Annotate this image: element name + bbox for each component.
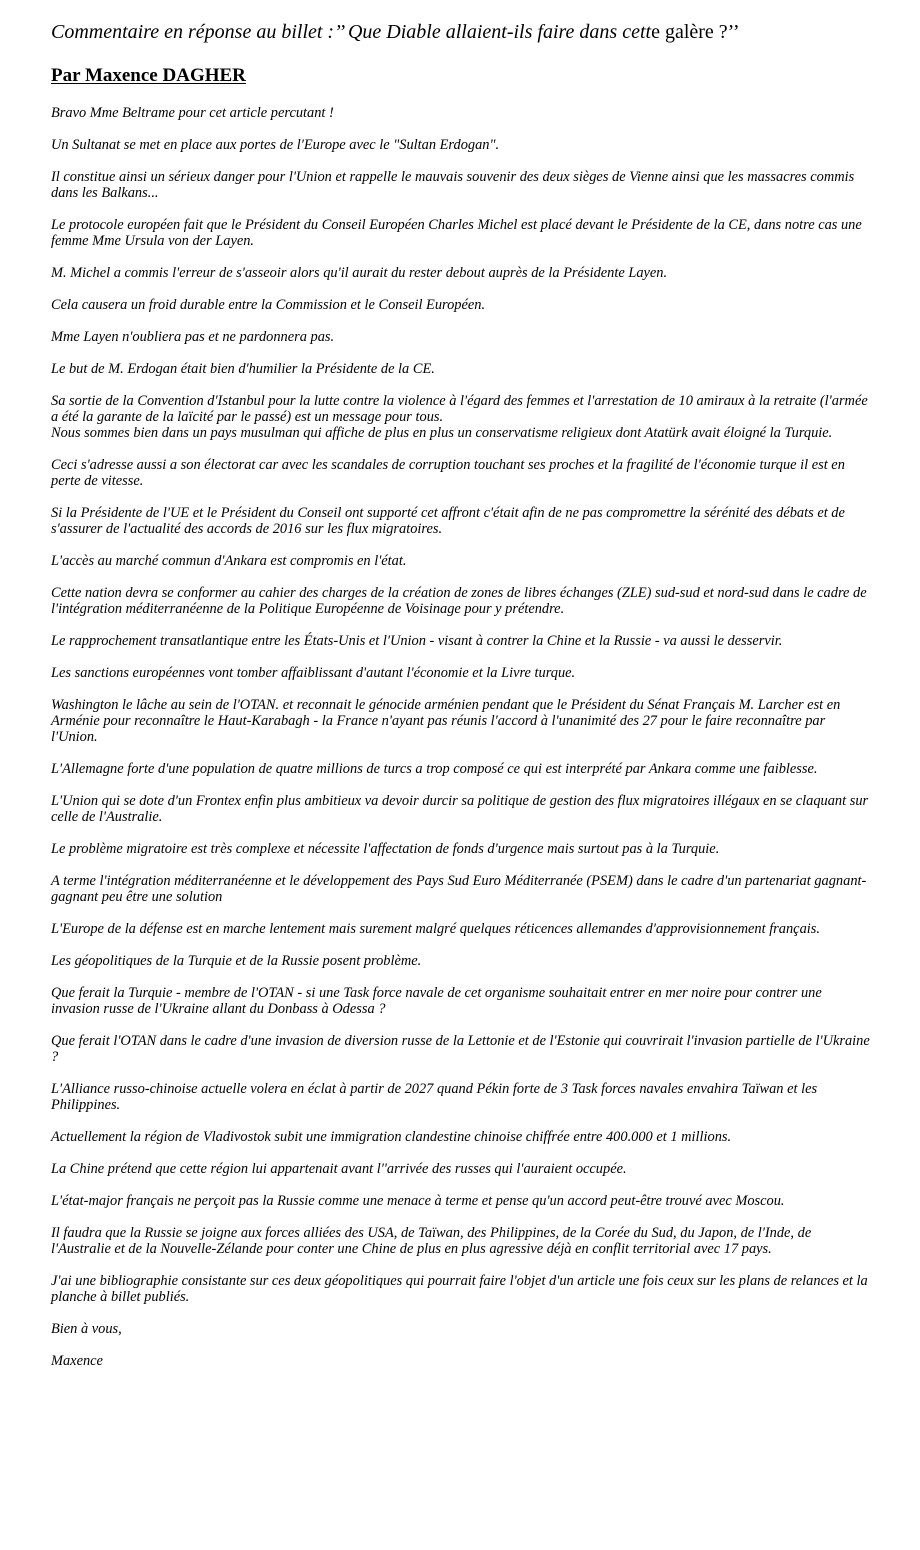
paragraph: Un Sultanat se met en place aux portes de l'Europe avec le "Sultan Erdogan". <box>51 137 500 153</box>
document-title <box>51 20 872 44</box>
closing: Bien à vous, <box>51 1321 122 1337</box>
paragraph: Cela causera un froid durable entre la Commission et le Conseil Européen. <box>51 297 486 313</box>
paragraph: Il faudra que la Russie se joigne aux forces alliées des USA, de Taïwan, des Philippines, de la Corée du Sud, du Japon, de l'Inde, de l'Australie et de la Nouvelle-Zélande pour conter une Chine de plus en plus agressive déjà en conflit territorial avec 17 pays. <box>51 1225 812 1257</box>
paragraph: Le rapprochement transatlantique entre les États-Unis et l'Union - visant à contrer la Chine et la Russie - va aussi le desservir. <box>51 633 783 649</box>
paragraph: Ceci s'adresse aussi a son électorat car avec les scandales de corruption touchant ses proches et la fragilité de l'économie turque il est en perte de vitesse. <box>51 457 845 489</box>
paragraph: A terme l'intégration méditerranéenne et le développement des Pays Sud Euro Méditerranée (PSEM) dans le cadre d'un partenariat gagnant-gagnant peu être une solution <box>51 873 867 905</box>
paragraph: Si la Présidente de l'UE et le Président du Conseil ont supporté cet affront c'était afin de ne pas compromettre la sérénité des débats et de s'assurer de l'actualité des accords de 2016 sur les flux migratoires. <box>51 505 845 537</box>
paragraph: L'Europe de la défense est en marche lentement mais surement malgré quelques réticences allemandes d'approvisionnement français. <box>51 921 820 937</box>
paragraph: L'Union qui se dote d'un Frontex enfin plus ambitieux va devoir durcir sa politique de gestion des flux migratoires illégaux en se claquant sur celle de l'Australie. <box>51 793 869 825</box>
comment-body <box>51 105 872 1369</box>
paragraph: L'état-major français ne perçoit pas la Russie comme une menace à terme et pense qu'un accord peut-être trouvé avec Moscou. <box>51 1193 785 1209</box>
paragraph: Actuellement la région de Vladivostok subit une immigration clandestine chinoise chiffrée entre 400.000 et 1 millions. <box>51 1129 732 1145</box>
author-byline: Par Maxence DAGHER <box>51 65 246 86</box>
paragraph: Le but de M. Erdogan était bien d'humilier la Présidente de la CE. <box>51 361 435 377</box>
paragraph: Il constitue ainsi un sérieux danger pour l'Union et rappelle le mauvais souvenir des deux sièges de Vienne ainsi que les massacres commis dans les Balkans... <box>51 169 855 201</box>
paragraph: La Chine prétend que cette région lui appartenait avant l''arrivée des russes qui l'auraient occupée. <box>51 1161 627 1177</box>
paragraph: Le problème migratoire est très complexe et nécessite l'affectation de fonds d'urgence mais surtout pas à la Turquie. <box>51 841 720 857</box>
paragraph: Cette nation devra se conformer au cahier des charges de la création de zones de libres échanges (ZLE) sud-sud et nord-sud dans le cadre de l'intégration méditerranéenne de la Politique Européenne de Voisinage pour y prétendre. <box>51 585 867 617</box>
title-text: Commentaire en réponse au billet :’’ Que Diable allaient-ils faire dans cett <box>51 21 652 43</box>
signature: Maxence <box>51 1353 103 1369</box>
paragraph: J'ai une bibliographie consistante sur ces deux géopolitiques qui pourrait faire l'objet d'un article une fois ceux sur les plans de relances et la planche à billet publiés. <box>51 1273 868 1305</box>
paragraph: Que ferait la Turquie - membre de l'OTAN - si une Task force navale de cet organisme souhaitait entrer en mer noire pour contrer une invasion russe de l'Ukraine allant du Donbass à Odessa ? <box>51 985 822 1017</box>
paragraph: L'Alliance russo-chinoise actuelle volera en éclat à partir de 2027 quand Pékin forte de 3 Task forces navales envahira Taïwan et les Philippines. <box>51 1081 818 1113</box>
paragraph: Mme Layen n'oubliera pas et ne pardonnera pas. <box>51 329 335 345</box>
paragraph: L'accès au marché commun d'Ankara est compromis en l'état. <box>51 553 407 569</box>
paragraph: Les sanctions européennes vont tomber affaiblissant d'autant l'économie et la Livre turque. <box>51 665 576 681</box>
paragraph: Washington le lâche au sein de l'OTAN. et reconnait le génocide arménien pendant que le Président du Sénat Français M. Larcher est en Arménie pour reconnaître le Haut-Karabagh - la France n'ayant pas réunis l'accord à l'unanimité des 27 pour le faire reconnaître par l'Union. <box>51 697 841 745</box>
paragraph: Que ferait l'OTAN dans le cadre d'une invasion de diversion russe de la Lettonie et de l'Estonie qui couvrirait l'invasion partielle de l'Ukraine ? <box>51 1033 870 1065</box>
paragraph: M. Michel a commis l'erreur de s'asseoir alors qu'il aurait du rester debout auprès de la Présidente Layen. <box>51 265 668 281</box>
paragraph: Sa sortie de la Convention d'Istanbul pour la lutte contre la violence à l'égard des femmes et l'arrestation de 10 amiraux à la retraite (l'armée a été la garante de la laïcité par le passé) est un message pour tous. Nous sommes bien dans un pays musulman qui affiche de plus en plus un conservatisme religieux dont Atatürk avait éloigné la Turquie. <box>51 393 868 441</box>
paragraph: Le protocole européen fait que le Président du Conseil Européen Charles Michel est placé devant le Présidente de la CE, dans notre cas une femme Mme Ursula von der Layen. <box>51 217 862 249</box>
title-text-end: e galère ?’’ <box>651 21 740 43</box>
paragraph: Les géopolitiques de la Turquie et de la Russie posent problème. <box>51 953 422 969</box>
paragraph: Bravo Mme Beltrame pour cet article percutant ! <box>51 105 334 121</box>
paragraph: L'Allemagne forte d'une population de quatre millions de turcs a trop composé ce qui est interprété par Ankara comme une faiblesse. <box>51 761 818 777</box>
